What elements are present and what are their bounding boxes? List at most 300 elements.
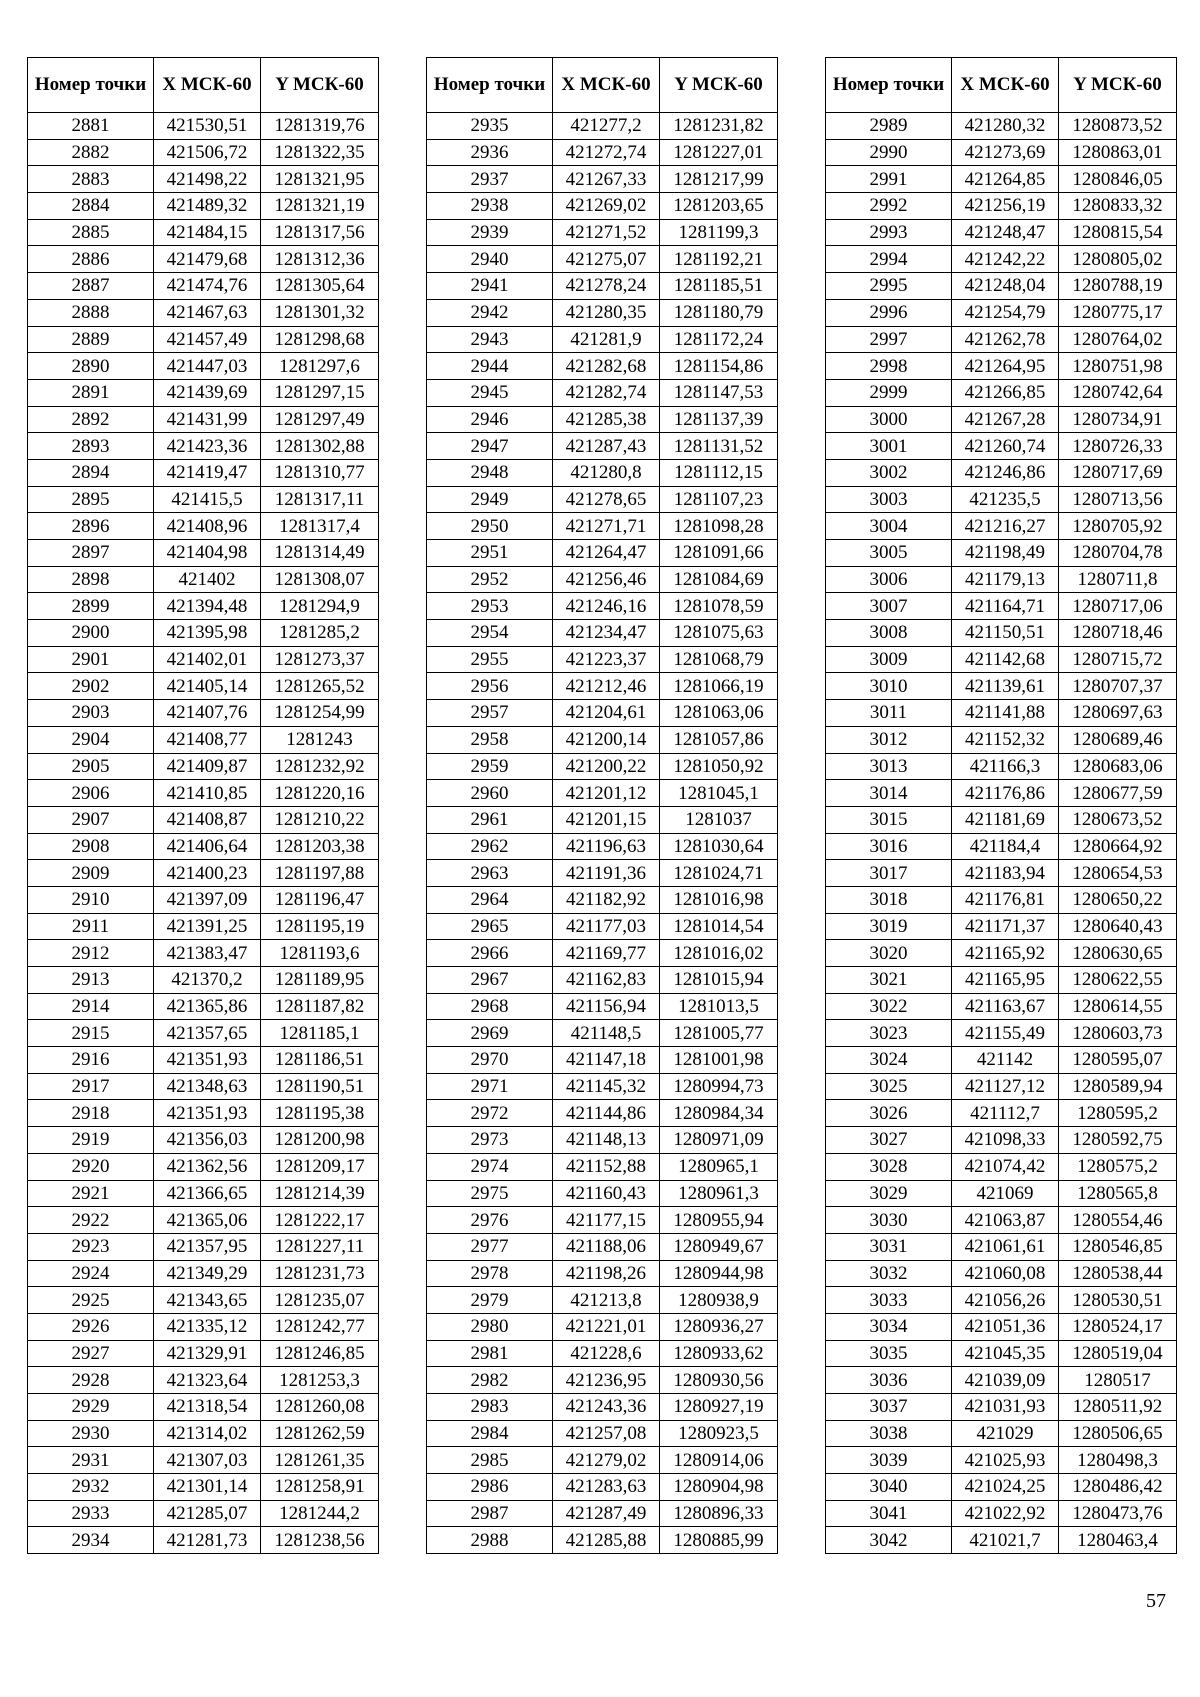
table-row: [427, 353, 778, 380]
point-number-cell: 2918: [28, 1100, 154, 1127]
table-row: [28, 540, 379, 567]
table-row: [427, 913, 778, 940]
table-row: [826, 1287, 1177, 1314]
table-row: [427, 833, 778, 860]
point-number-cell: 2899: [28, 593, 154, 620]
y-coordinate-cell: 1281063,06: [660, 700, 778, 727]
table-row: [427, 940, 778, 967]
y-coordinate-cell: 1281084,69: [660, 566, 778, 593]
y-coordinate-cell: 1280524,17: [1059, 1313, 1177, 1340]
x-coordinate-cell: 421397,09: [154, 886, 261, 913]
x-coordinate-cell: 421383,47: [154, 940, 261, 967]
table-row: [826, 1367, 1177, 1394]
x-coordinate-cell: 421391,25: [154, 913, 261, 940]
header-y: Y МСК-60: [1059, 58, 1177, 113]
point-number-cell: 2917: [28, 1073, 154, 1100]
table-row: [427, 1260, 778, 1287]
point-number-cell: 2938: [427, 193, 553, 220]
point-number-cell: 2969: [427, 1020, 553, 1047]
y-coordinate-cell: 1281321,95: [261, 166, 379, 193]
x-coordinate-cell: 421201,15: [553, 806, 660, 833]
x-coordinate-cell: 421281,9: [553, 326, 660, 353]
y-coordinate-cell: 1280614,55: [1059, 993, 1177, 1020]
header-y: Y МСК-60: [660, 58, 778, 113]
x-coordinate-cell: 421260,74: [952, 433, 1059, 460]
x-coordinate-cell: 421228,6: [553, 1340, 660, 1367]
point-number-cell: 3037: [826, 1394, 952, 1421]
point-number-cell: 2995: [826, 273, 952, 300]
point-number-cell: 2931: [28, 1447, 154, 1474]
table-row: [427, 1233, 778, 1260]
x-coordinate-cell: 421498,22: [154, 166, 261, 193]
x-coordinate-cell: 421144,86: [553, 1100, 660, 1127]
point-number-cell: 2935: [427, 113, 553, 140]
x-coordinate-cell: 421039,09: [952, 1367, 1059, 1394]
table-row: [28, 753, 379, 780]
y-coordinate-cell: 1280640,43: [1059, 913, 1177, 940]
point-number-cell: 2975: [427, 1180, 553, 1207]
x-coordinate-cell: 421243,36: [553, 1394, 660, 1421]
point-number-cell: 3025: [826, 1073, 952, 1100]
x-coordinate-cell: 421410,85: [154, 780, 261, 807]
y-coordinate-cell: 1281098,28: [660, 513, 778, 540]
table-row: [427, 139, 778, 166]
y-coordinate-cell: 1280863,01: [1059, 139, 1177, 166]
table-row: [427, 326, 778, 353]
y-coordinate-cell: 1281016,02: [660, 940, 778, 967]
x-coordinate-cell: 421457,49: [154, 326, 261, 353]
y-coordinate-cell: 1280677,59: [1059, 780, 1177, 807]
point-number-cell: 2889: [28, 326, 154, 353]
x-coordinate-cell: 421266,85: [952, 379, 1059, 406]
x-coordinate-cell: 421407,76: [154, 700, 261, 727]
point-number-cell: 2887: [28, 273, 154, 300]
x-coordinate-cell: 421234,47: [553, 620, 660, 647]
x-coordinate-cell: 421147,18: [553, 1047, 660, 1074]
point-number-cell: 2927: [28, 1340, 154, 1367]
point-number-cell: 2944: [427, 353, 553, 380]
table-row: [826, 700, 1177, 727]
y-coordinate-cell: 1280673,52: [1059, 806, 1177, 833]
point-number-cell: 2904: [28, 726, 154, 753]
table-row: [826, 860, 1177, 887]
y-coordinate-cell: 1280896,33: [660, 1500, 778, 1527]
x-coordinate-cell: 421177,03: [553, 913, 660, 940]
point-number-cell: 2996: [826, 299, 952, 326]
point-number-cell: 2900: [28, 620, 154, 647]
table-row: [427, 1340, 778, 1367]
y-coordinate-cell: 1281220,16: [261, 780, 379, 807]
table-row: [28, 193, 379, 220]
x-coordinate-cell: 421060,08: [952, 1260, 1059, 1287]
table-row: [28, 246, 379, 273]
y-coordinate-cell: 1280833,32: [1059, 193, 1177, 220]
x-coordinate-cell: 421142: [952, 1047, 1059, 1074]
x-coordinate-cell: 421176,81: [952, 886, 1059, 913]
point-number-cell: 2982: [427, 1367, 553, 1394]
point-number-cell: 2970: [427, 1047, 553, 1074]
point-number-cell: 2981: [427, 1340, 553, 1367]
table-row: [28, 1233, 379, 1260]
y-coordinate-cell: 1280885,99: [660, 1527, 778, 1554]
y-coordinate-cell: 1281131,52: [660, 433, 778, 460]
y-coordinate-cell: 1280575,2: [1059, 1153, 1177, 1180]
y-coordinate-cell: 1281192,21: [660, 246, 778, 273]
x-coordinate-cell: 421179,13: [952, 566, 1059, 593]
point-number-cell: 2953: [427, 593, 553, 620]
y-coordinate-cell: 1280664,92: [1059, 833, 1177, 860]
x-coordinate-cell: 421282,68: [553, 353, 660, 380]
x-coordinate-cell: 421198,49: [952, 540, 1059, 567]
point-number-cell: 2950: [427, 513, 553, 540]
table-row: [427, 1207, 778, 1234]
y-coordinate-cell: 1281253,3: [261, 1367, 379, 1394]
table-row: [427, 1313, 778, 1340]
table-row: [826, 1260, 1177, 1287]
point-number-cell: 2993: [826, 219, 952, 246]
point-number-cell: 2954: [427, 620, 553, 647]
table-row: [826, 886, 1177, 913]
y-coordinate-cell: 1280904,98: [660, 1474, 778, 1501]
x-coordinate-cell: 421323,64: [154, 1367, 261, 1394]
point-number-cell: 3034: [826, 1313, 952, 1340]
table-row: [28, 433, 379, 460]
x-coordinate-cell: 421271,52: [553, 219, 660, 246]
x-coordinate-cell: 421402: [154, 566, 261, 593]
x-coordinate-cell: 421056,26: [952, 1287, 1059, 1314]
point-number-cell: 2933: [28, 1500, 154, 1527]
table-row: [28, 1153, 379, 1180]
y-coordinate-cell: 1281030,64: [660, 833, 778, 860]
table-row: [826, 486, 1177, 513]
y-coordinate-cell: 1280630,65: [1059, 940, 1177, 967]
x-coordinate-cell: 421029: [952, 1420, 1059, 1447]
x-coordinate-cell: 421479,68: [154, 246, 261, 273]
table-row: [427, 1474, 778, 1501]
y-coordinate-cell: 1281235,07: [261, 1287, 379, 1314]
table-row: [28, 486, 379, 513]
y-coordinate-cell: 1280592,75: [1059, 1127, 1177, 1154]
table-row: [28, 326, 379, 353]
table-row: [826, 1527, 1177, 1554]
y-coordinate-cell: 1281308,07: [261, 566, 379, 593]
y-coordinate-cell: 1280846,05: [1059, 166, 1177, 193]
y-coordinate-cell: 1280697,63: [1059, 700, 1177, 727]
table-row: [28, 967, 379, 994]
y-coordinate-cell: 1280717,69: [1059, 459, 1177, 486]
x-coordinate-cell: 421474,76: [154, 273, 261, 300]
table-row: [28, 1420, 379, 1447]
y-coordinate-cell: 1281261,35: [261, 1447, 379, 1474]
table-row: [427, 780, 778, 807]
y-coordinate-cell: 1281297,15: [261, 379, 379, 406]
x-coordinate-cell: 421275,07: [553, 246, 660, 273]
y-coordinate-cell: 1281185,51: [660, 273, 778, 300]
table-row: [427, 246, 778, 273]
table-row: [427, 1394, 778, 1421]
table-row: [826, 566, 1177, 593]
point-number-cell: 3015: [826, 806, 952, 833]
table-row: [826, 1394, 1177, 1421]
point-number-cell: 2952: [427, 566, 553, 593]
x-coordinate-cell: 421279,02: [553, 1447, 660, 1474]
point-number-cell: 2930: [28, 1420, 154, 1447]
x-coordinate-cell: 421318,54: [154, 1394, 261, 1421]
y-coordinate-cell: 1281195,38: [261, 1100, 379, 1127]
table-row: [427, 166, 778, 193]
point-number-cell: 3030: [826, 1207, 952, 1234]
x-coordinate-cell: 421278,65: [553, 486, 660, 513]
x-coordinate-cell: 421370,2: [154, 967, 261, 994]
point-number-cell: 2908: [28, 833, 154, 860]
point-number-cell: 2939: [427, 219, 553, 246]
x-coordinate-cell: 421280,35: [553, 299, 660, 326]
point-number-cell: 3041: [826, 1500, 952, 1527]
x-coordinate-cell: 421264,47: [553, 540, 660, 567]
point-number-cell: 2963: [427, 860, 553, 887]
x-coordinate-cell: 421351,93: [154, 1100, 261, 1127]
point-number-cell: 3036: [826, 1367, 952, 1394]
point-number-cell: 2922: [28, 1207, 154, 1234]
x-coordinate-cell: 421246,16: [553, 593, 660, 620]
table-row: [427, 513, 778, 540]
x-coordinate-cell: 421160,43: [553, 1180, 660, 1207]
table-row: [826, 1340, 1177, 1367]
table-row: [28, 833, 379, 860]
table-row: [28, 139, 379, 166]
table-row: [826, 353, 1177, 380]
x-coordinate-cell: 421242,22: [952, 246, 1059, 273]
table-row: [28, 1127, 379, 1154]
point-number-cell: 2891: [28, 379, 154, 406]
y-coordinate-cell: 1280734,91: [1059, 406, 1177, 433]
point-number-cell: 2948: [427, 459, 553, 486]
y-coordinate-cell: 1280933,62: [660, 1340, 778, 1367]
y-coordinate-cell: 1280923,5: [660, 1420, 778, 1447]
x-coordinate-cell: 421176,86: [952, 780, 1059, 807]
x-coordinate-cell: 421152,32: [952, 726, 1059, 753]
y-coordinate-cell: 1280463,4: [1059, 1527, 1177, 1554]
table-row: [28, 406, 379, 433]
table-row: [427, 433, 778, 460]
x-coordinate-cell: 421267,28: [952, 406, 1059, 433]
y-coordinate-cell: 1280538,44: [1059, 1260, 1177, 1287]
point-number-cell: 3005: [826, 540, 952, 567]
y-coordinate-cell: 1281209,17: [261, 1153, 379, 1180]
y-coordinate-cell: 1281187,82: [261, 993, 379, 1020]
table-row: [28, 780, 379, 807]
y-coordinate-cell: 1281232,92: [261, 753, 379, 780]
x-coordinate-cell: 421171,37: [952, 913, 1059, 940]
point-number-cell: 3021: [826, 967, 952, 994]
table-row: [427, 1447, 778, 1474]
x-coordinate-cell: 421287,43: [553, 433, 660, 460]
x-coordinate-cell: 421273,69: [952, 139, 1059, 166]
table-row: [427, 1020, 778, 1047]
table-row: [826, 993, 1177, 1020]
point-number-cell: 2976: [427, 1207, 553, 1234]
x-coordinate-cell: 421139,61: [952, 673, 1059, 700]
table-row: [28, 993, 379, 1020]
y-coordinate-cell: 1280473,76: [1059, 1500, 1177, 1527]
y-coordinate-cell: 1280742,64: [1059, 379, 1177, 406]
y-coordinate-cell: 1280873,52: [1059, 113, 1177, 140]
table-row: [427, 1073, 778, 1100]
x-coordinate-cell: 421406,64: [154, 833, 261, 860]
point-number-cell: 2883: [28, 166, 154, 193]
y-coordinate-cell: 1281203,38: [261, 833, 379, 860]
point-number-cell: 2892: [28, 406, 154, 433]
x-coordinate-cell: 421191,36: [553, 860, 660, 887]
table-row: [28, 1207, 379, 1234]
point-number-cell: 2881: [28, 113, 154, 140]
table-row: [826, 833, 1177, 860]
y-coordinate-cell: 1280764,02: [1059, 326, 1177, 353]
y-coordinate-cell: 1281260,08: [261, 1394, 379, 1421]
table-row: [28, 1474, 379, 1501]
point-number-cell: 2913: [28, 967, 154, 994]
table-row: [427, 486, 778, 513]
table-row: [826, 1207, 1177, 1234]
x-coordinate-cell: 421264,95: [952, 353, 1059, 380]
point-number-cell: 2897: [28, 540, 154, 567]
point-number-cell: 2942: [427, 299, 553, 326]
point-number-cell: 2934: [28, 1527, 154, 1554]
point-number-cell: 2926: [28, 1313, 154, 1340]
x-coordinate-cell: 421400,23: [154, 860, 261, 887]
point-number-cell: 2928: [28, 1367, 154, 1394]
point-number-cell: 2951: [427, 540, 553, 567]
y-coordinate-cell: 1281244,2: [261, 1500, 379, 1527]
y-coordinate-cell: 1281015,94: [660, 967, 778, 994]
y-coordinate-cell: 1280654,53: [1059, 860, 1177, 887]
y-coordinate-cell: 1281037: [660, 806, 778, 833]
y-coordinate-cell: 1281294,9: [261, 593, 379, 620]
table-row: [826, 1474, 1177, 1501]
point-number-cell: 3033: [826, 1287, 952, 1314]
x-coordinate-cell: 421201,12: [553, 780, 660, 807]
y-coordinate-cell: 1281075,63: [660, 620, 778, 647]
x-coordinate-cell: 421254,79: [952, 299, 1059, 326]
point-number-cell: 2893: [28, 433, 154, 460]
y-coordinate-cell: 1280944,98: [660, 1260, 778, 1287]
y-coordinate-cell: 1281137,39: [660, 406, 778, 433]
y-coordinate-cell: 1281258,91: [261, 1474, 379, 1501]
point-number-cell: 2961: [427, 806, 553, 833]
point-number-cell: 2958: [427, 726, 553, 753]
table-row: [826, 219, 1177, 246]
table-row: [28, 700, 379, 727]
x-coordinate-cell: 421285,38: [553, 406, 660, 433]
point-number-cell: 2964: [427, 886, 553, 913]
y-coordinate-cell: 1280936,27: [660, 1313, 778, 1340]
table-row: [28, 646, 379, 673]
point-number-cell: 3006: [826, 566, 952, 593]
x-coordinate-cell: 421248,47: [952, 219, 1059, 246]
y-coordinate-cell: 1280961,3: [660, 1180, 778, 1207]
y-coordinate-cell: 1280717,06: [1059, 593, 1177, 620]
y-coordinate-cell: 1280815,54: [1059, 219, 1177, 246]
x-coordinate-cell: 421357,95: [154, 1233, 261, 1260]
table-row: [427, 1047, 778, 1074]
point-number-cell: 2984: [427, 1420, 553, 1447]
table-row: [427, 1367, 778, 1394]
table-row: [28, 1500, 379, 1527]
table-row: [427, 406, 778, 433]
y-coordinate-cell: 1280788,19: [1059, 273, 1177, 300]
point-number-cell: 2903: [28, 700, 154, 727]
point-number-cell: 2884: [28, 193, 154, 220]
point-number-cell: 2945: [427, 379, 553, 406]
table-row: [427, 886, 778, 913]
x-coordinate-cell: 421408,77: [154, 726, 261, 753]
point-number-cell: 3032: [826, 1260, 952, 1287]
table-row: [28, 166, 379, 193]
y-coordinate-cell: 1281317,4: [261, 513, 379, 540]
y-coordinate-cell: 1280984,34: [660, 1100, 778, 1127]
x-coordinate-cell: 421329,91: [154, 1340, 261, 1367]
x-coordinate-cell: 421162,83: [553, 967, 660, 994]
point-number-cell: 2905: [28, 753, 154, 780]
y-coordinate-cell: 1281078,59: [660, 593, 778, 620]
x-coordinate-cell: 421063,87: [952, 1207, 1059, 1234]
x-coordinate-cell: 421356,03: [154, 1127, 261, 1154]
table-row: [826, 593, 1177, 620]
table-row: [427, 726, 778, 753]
header-point-number: Номер точки: [427, 58, 553, 113]
y-coordinate-cell: 1280486,42: [1059, 1474, 1177, 1501]
point-number-cell: 2932: [28, 1474, 154, 1501]
x-coordinate-cell: 421282,74: [553, 379, 660, 406]
point-number-cell: 2962: [427, 833, 553, 860]
table-row: [28, 219, 379, 246]
table-row: [427, 753, 778, 780]
y-coordinate-cell: 1281045,1: [660, 780, 778, 807]
point-number-cell: 2924: [28, 1260, 154, 1287]
x-coordinate-cell: 421447,03: [154, 353, 261, 380]
header-point-number: Номер точки: [28, 58, 154, 113]
point-number-cell: 2968: [427, 993, 553, 1020]
y-coordinate-cell: 1280707,37: [1059, 673, 1177, 700]
point-number-cell: 2936: [427, 139, 553, 166]
x-coordinate-cell: 421343,65: [154, 1287, 261, 1314]
table-row: [826, 113, 1177, 140]
x-coordinate-cell: 421169,77: [553, 940, 660, 967]
x-coordinate-cell: 421362,56: [154, 1153, 261, 1180]
x-coordinate-cell: 421278,24: [553, 273, 660, 300]
y-coordinate-cell: 1280519,04: [1059, 1340, 1177, 1367]
table-row: [28, 1313, 379, 1340]
y-coordinate-cell: 1280711,8: [1059, 566, 1177, 593]
y-coordinate-cell: 1280603,73: [1059, 1020, 1177, 1047]
point-number-cell: 3035: [826, 1340, 952, 1367]
table-row: [28, 299, 379, 326]
x-coordinate-cell: 421165,95: [952, 967, 1059, 994]
table-row: [826, 646, 1177, 673]
point-number-cell: 2955: [427, 646, 553, 673]
x-coordinate-cell: 421145,32: [553, 1073, 660, 1100]
point-number-cell: 2896: [28, 513, 154, 540]
point-number-cell: 2909: [28, 860, 154, 887]
y-coordinate-cell: 1280595,07: [1059, 1047, 1177, 1074]
y-coordinate-cell: 1280751,98: [1059, 353, 1177, 380]
y-coordinate-cell: 1281190,51: [261, 1073, 379, 1100]
point-number-cell: 2920: [28, 1153, 154, 1180]
x-coordinate-cell: 421200,22: [553, 753, 660, 780]
x-coordinate-cell: 421045,35: [952, 1340, 1059, 1367]
y-coordinate-cell: 1280927,19: [660, 1394, 778, 1421]
point-number-cell: 3023: [826, 1020, 952, 1047]
